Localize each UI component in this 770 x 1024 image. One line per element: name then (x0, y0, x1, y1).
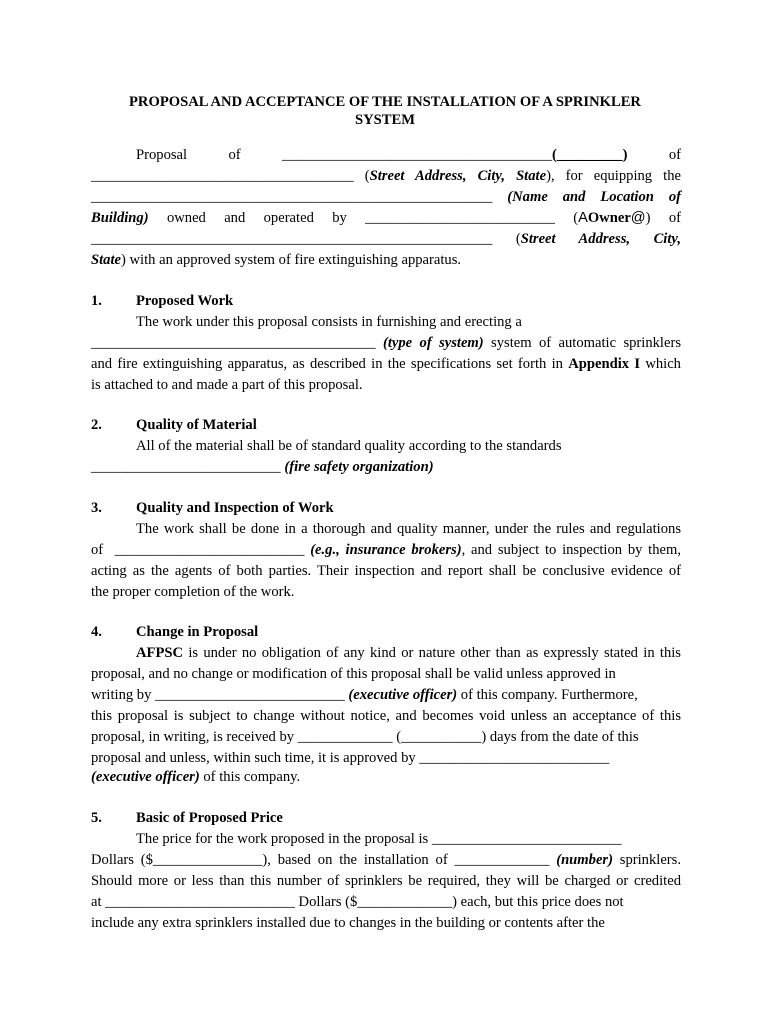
section-5-line-2: Dollars ($_______________), based on the installation of _____________ (number) sprinklers. (91, 852, 681, 868)
section-4-line-1: AFPSC is under no obligation of any kind or nature other than as expressly stated in this (136, 645, 681, 661)
section-1-line-3: and fire extinguishing apparatus, as described in the specifications set forth in Appendix I which (91, 356, 681, 372)
section-4-line-4: this proposal is subject to change without notice, and becomes void unless an acceptance of this (91, 708, 681, 724)
section-4-line-5: proposal, in writing, is received by _____________ (___________) days from the date of this (91, 729, 639, 745)
section-3-line-4: the proper completion of the work. (91, 584, 295, 600)
section-4-line-3: writing by __________________________ (executive officer) of this company. Furthermore, (91, 687, 638, 703)
section-1-line-2: _______________________________________ (type of system) system of automatic sprinklers (91, 335, 681, 351)
intro-line-5: _______________________________________________________ (Street Address, City, (91, 231, 681, 247)
section-4-line-7: (executive officer) of this company. (91, 769, 301, 785)
section-3-line-2: of __________________________ (e.g., insurance brokers), and subject to inspection by them, (91, 542, 682, 558)
intro-line-6: State) with an approved system of fire extinguishing apparatus. (91, 252, 462, 268)
section-3-heading: Quality and Inspection of Work (136, 500, 334, 516)
section-5-heading: Basic of Proposed Price (136, 810, 283, 826)
intro-line-2: ____________________________________ (Street Address, City, State), for equipping the (91, 168, 682, 184)
section-1-heading: Proposed Work (136, 293, 234, 309)
section-4-heading: Change in Proposal (136, 624, 259, 640)
section-3-line-1: The work shall be done in a thorough and quality manner, under the rules and regulations (136, 521, 681, 537)
intro-line-1: Proposal of _____________________________________(_________) of (136, 147, 681, 163)
section-1-line-1: The work under this proposal consists in furnishing and erecting a (136, 314, 522, 330)
section-4-line-2: proposal, and no change or modification of this proposal shall be valid unless approved in (91, 666, 616, 682)
intro-line-4: Building) owned and operated by __________________________ (AOwner@) of (91, 210, 681, 226)
section-1-number: 1. (91, 293, 102, 309)
section-3-line-3: acting as the agents of both parties. Their inspection and report shall be conclusive evidence of (91, 563, 681, 579)
section-5-number: 5. (91, 810, 102, 826)
section-2-number: 2. (91, 417, 102, 433)
section-4-number: 4. (91, 624, 102, 640)
section-2-line-2: __________________________ (fire safety organization) (91, 459, 434, 475)
title-line-2: SYSTEM (354, 112, 415, 128)
section-5-line-1: The price for the work proposed in the proposal is __________________________ (136, 831, 622, 847)
title-line-1: PROPOSAL AND ACCEPTANCE OF THE INSTALLATION OF A SPRINKLER (129, 94, 641, 110)
section-2-line-1: All of the material shall be of standard quality according to the standards (136, 438, 562, 454)
section-4-line-6: proposal and unless, within such time, it is approved by __________________________ (91, 750, 610, 766)
section-5-line-4: at __________________________ Dollars ($_____________) each, but this price does not (91, 894, 624, 910)
intro-line-3: _______________________________________________________ (Name and Location of (91, 189, 681, 205)
section-3-number: 3. (91, 500, 102, 516)
section-5-line-3: Should more or less than this number of sprinklers be required, they will be charged or credited (91, 873, 681, 889)
section-1-line-4: is attached to and made a part of this proposal. (91, 377, 363, 393)
document-title (90, 93, 680, 129)
section-2-heading: Quality of Material (136, 417, 257, 433)
section-5-line-5: include any extra sprinklers installed due to changes in the building or contents after the (91, 915, 605, 931)
